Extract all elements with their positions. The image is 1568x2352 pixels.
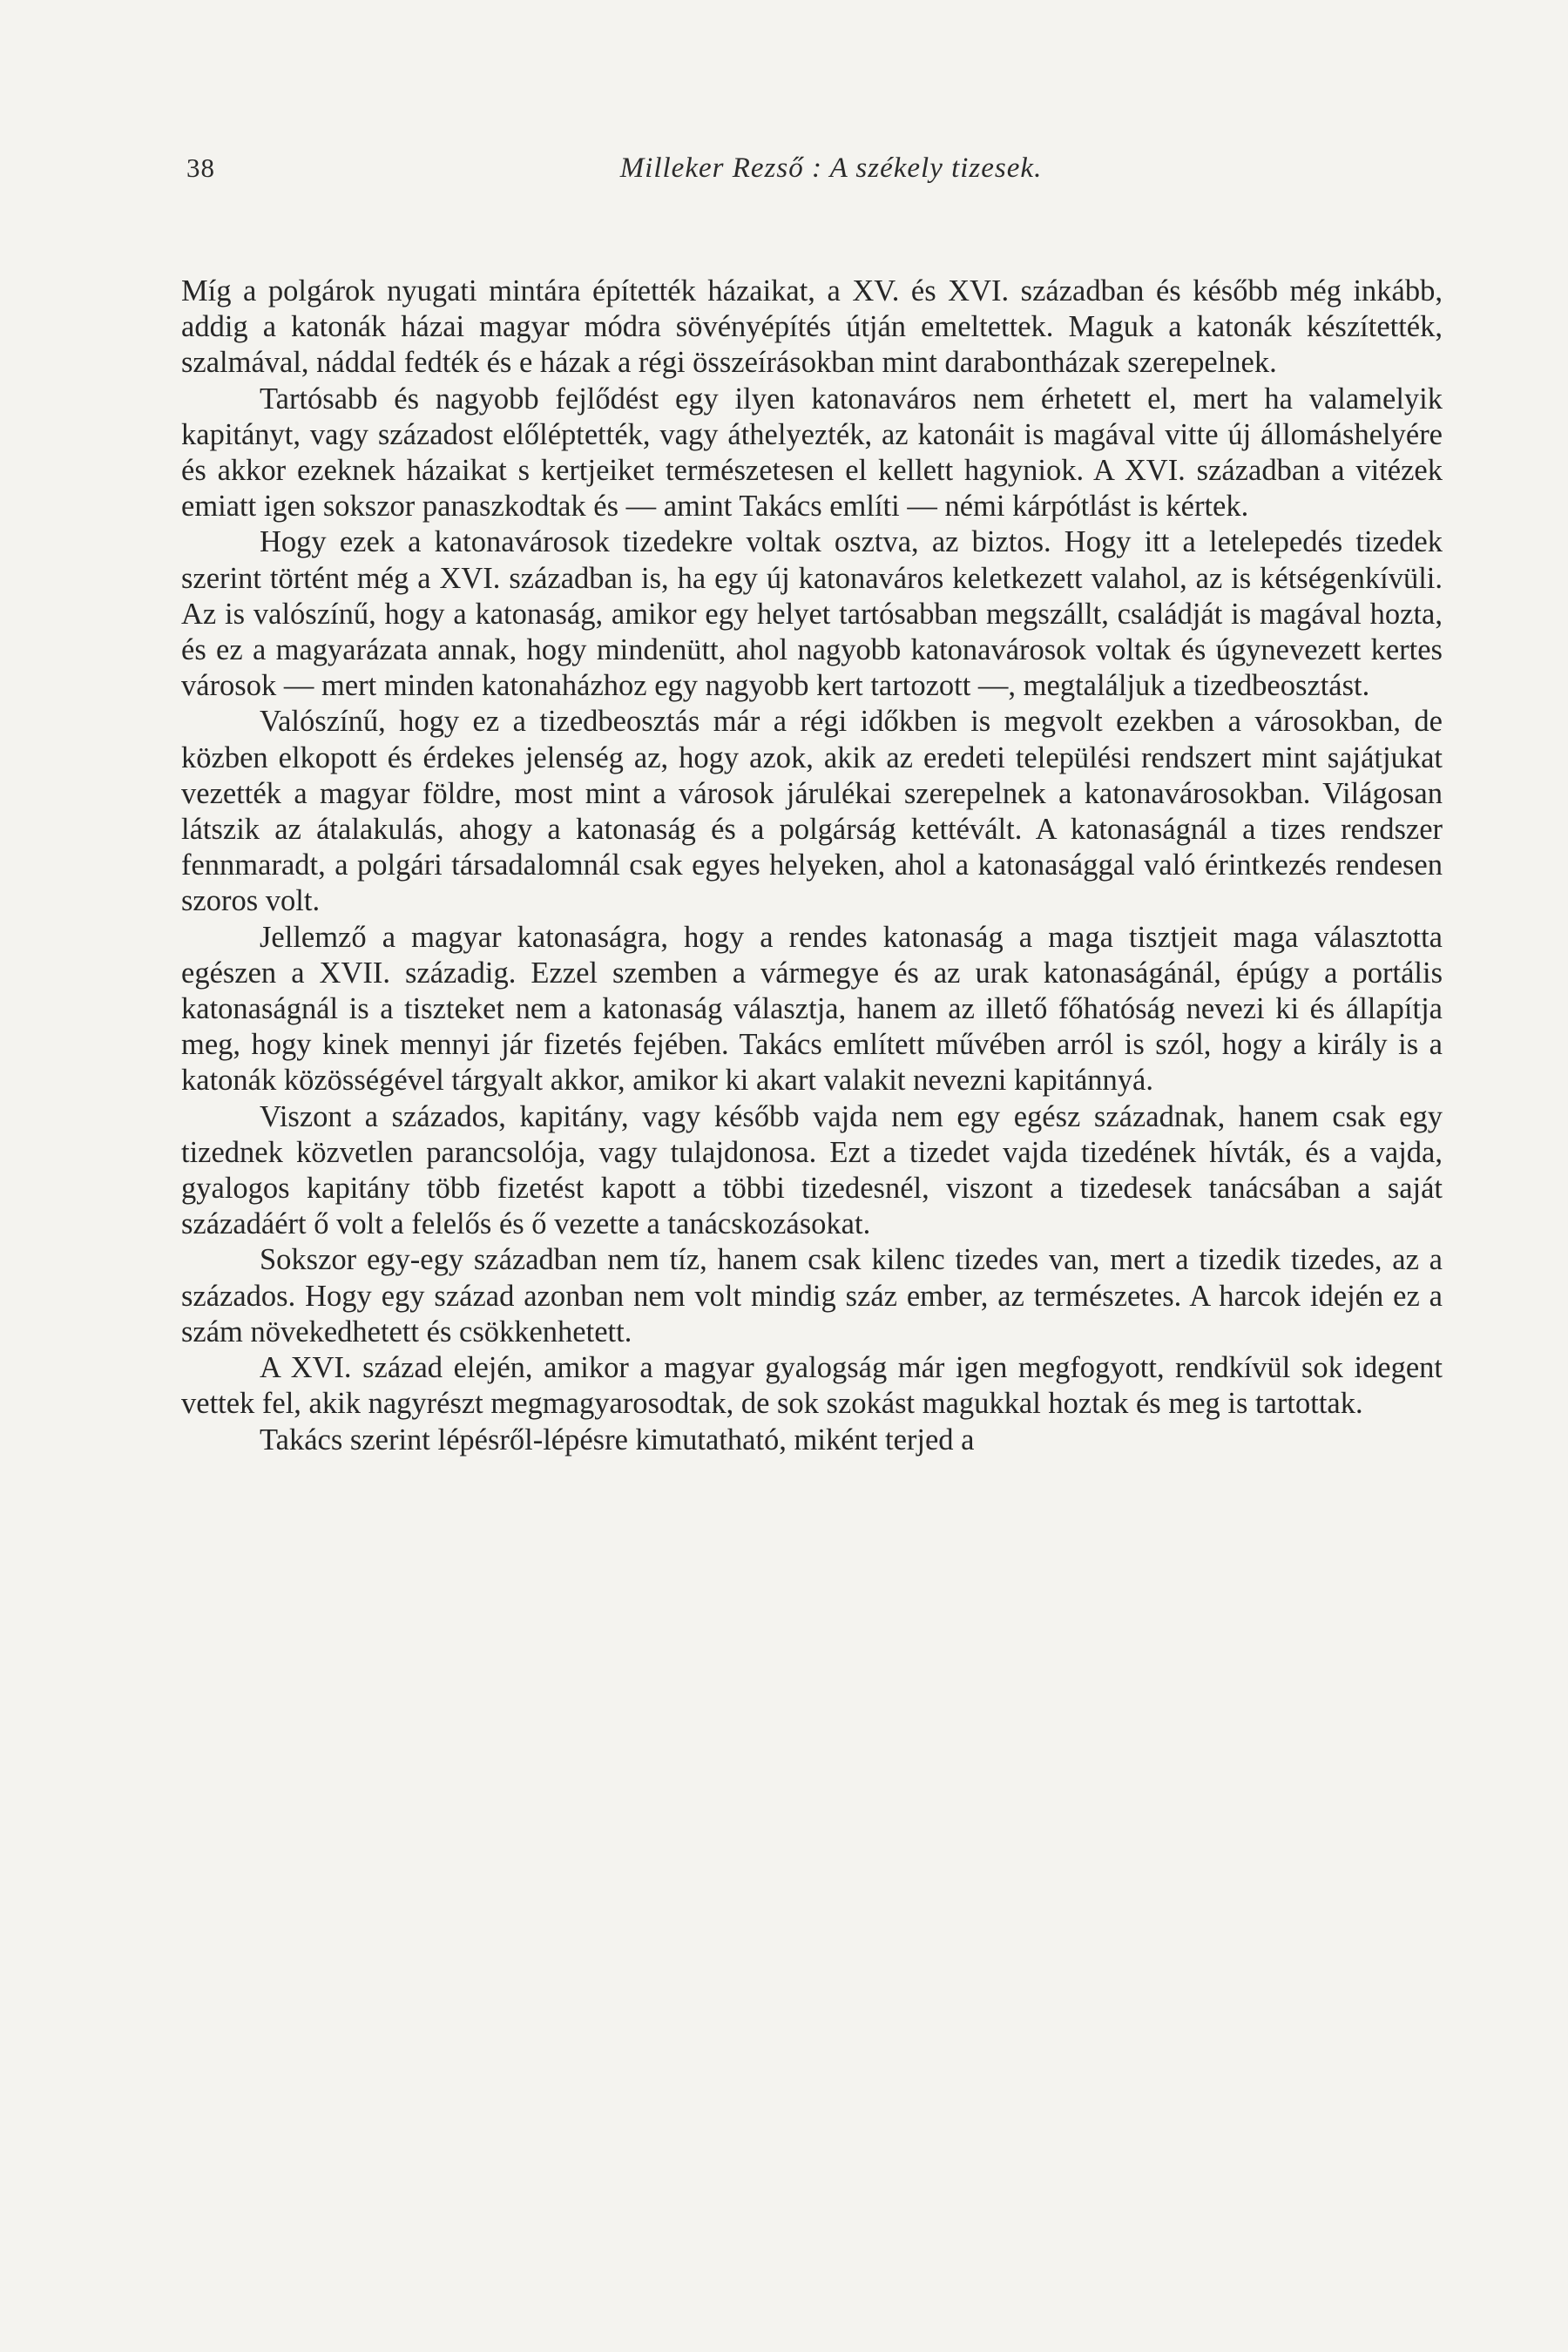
page-header	[186, 152, 1441, 205]
page-number: 38	[186, 152, 215, 183]
paragraph: Tartósabb és nagyobb fejlődést egy ilyen katonaváros nem érhetett el, mert ha valamelyik kapitányt, vagy századost előléptették, vagy áthelyezték, az katonáit is magával vitte új állomáshelyére és akkor ezeknek házaikat s kertjeiket természetesen el kellett hagyniok. A XVI. században a vitézek emiatt igen sokszor panaszkodtak és — amint Takács említi — némi kárpótlást is kértek.	[181, 382, 1443, 524]
paragraph: Hogy ezek a katonavárosok tizedekre voltak osztva, az biztos. Hogy itt a letelepedés tizedek szerint történt még a XVI. században is, ha egy új katonaváros keletkezett valahol, az is kétségenkívüli. Az is valószínű, hogy a katonaság, amikor egy helyet tartósabban megszállt, családját is magával hozta, és ez a magyarázata annak, hogy mindenütt, ahol nagyobb katonavárosok voltak és úgynevezett kertes városok — mert minden katonaházhoz egy nagyobb kert tartozott —, megtaláljuk a tizedbeosztást.	[181, 525, 1443, 703]
paragraph: Valószínű, hogy ez a tizedbeosztás már a régi időkben is megvolt ezekben a városokban, de közben elkopott és érdekes jelenség az, hogy azok, akik az eredeti települési rendszert mint sajátjukat vezették a magyar földre, most mint a városok járulékai szerepelnek a katonavárosokban. Világosan látszik az átalakulás, ahogy a katonaság és a polgárság kettévált. A katonaságnál a tizes rendszer fennmaradt, a polgári társadalomnál csak egyes helyeken, ahol a katonasággal való érintkezés rendesen szoros volt.	[181, 705, 1443, 918]
running-title: Milleker Rezső : A székely tizesek.	[619, 152, 1043, 184]
paragraph: Takács szerint lépésről-lépésre kimutatható, miként terjed a	[260, 1423, 975, 1456]
paragraph: Jellemző a magyar katonaságra, hogy a rendes katonaság a maga tisztjeit maga választotta egészen a XVII. századig. Ezzel szemben a vármegye és az urak katonaságánál, épúgy a portális katonaságnál is a tiszteket nem a katonaság választja, hanem az illető főhatóság nevezi ki és állapítja meg, hogy kinek mennyi jár fizetés fejében. Takács említett művében arról is szól, hogy a király is a katonák közösségével tárgyalt akkor, amikor ki akart valakit nevezni kapitánnyá.	[181, 920, 1443, 1098]
paragraph: Míg a polgárok nyugati mintára építették házaikat, a XV. és XVI. században és később még inkább, addig a katonák házai magyar módra sövényépítés útján emeltettek. Maguk a katonák készítették, szalmával, náddal fedték és e házak a régi összeírásokban mint darabontházak szerepelnek.	[181, 274, 1443, 380]
paragraph: Sokszor egy-egy században nem tíz, hanem csak kilenc tizedes van, mert a tizedik tizedes, az a százados. Hogy egy század azonban nem volt mindig száz ember, az természetes. A harcok idején ez a szám növekedhetett és csökkenhetett.	[181, 1243, 1443, 1348]
body-text	[181, 274, 1443, 1458]
paragraph: Viszont a százados, kapitány, vagy később vajda nem egy egész századnak, hanem csak egy tizednek közvetlen parancsolója, vagy tulajdonosa. Ezt a tizedet vajda tizedének hívták, és a vajda, gyalogos kapitány több fizetést kapott a többi tizedesnél, viszont a tizedesek tanácsában a saját századáért ő volt a felelős és ő vezette a tanácskozásokat.	[181, 1099, 1443, 1241]
paragraph: A XVI. század elején, amikor a magyar gyalogság már igen megfogyott, rendkívül sok idegent vettek fel, akik nagyrészt megmagyarosodtak, de sok szokást magukkal hoztak és meg is tartottak.	[181, 1351, 1443, 1421]
